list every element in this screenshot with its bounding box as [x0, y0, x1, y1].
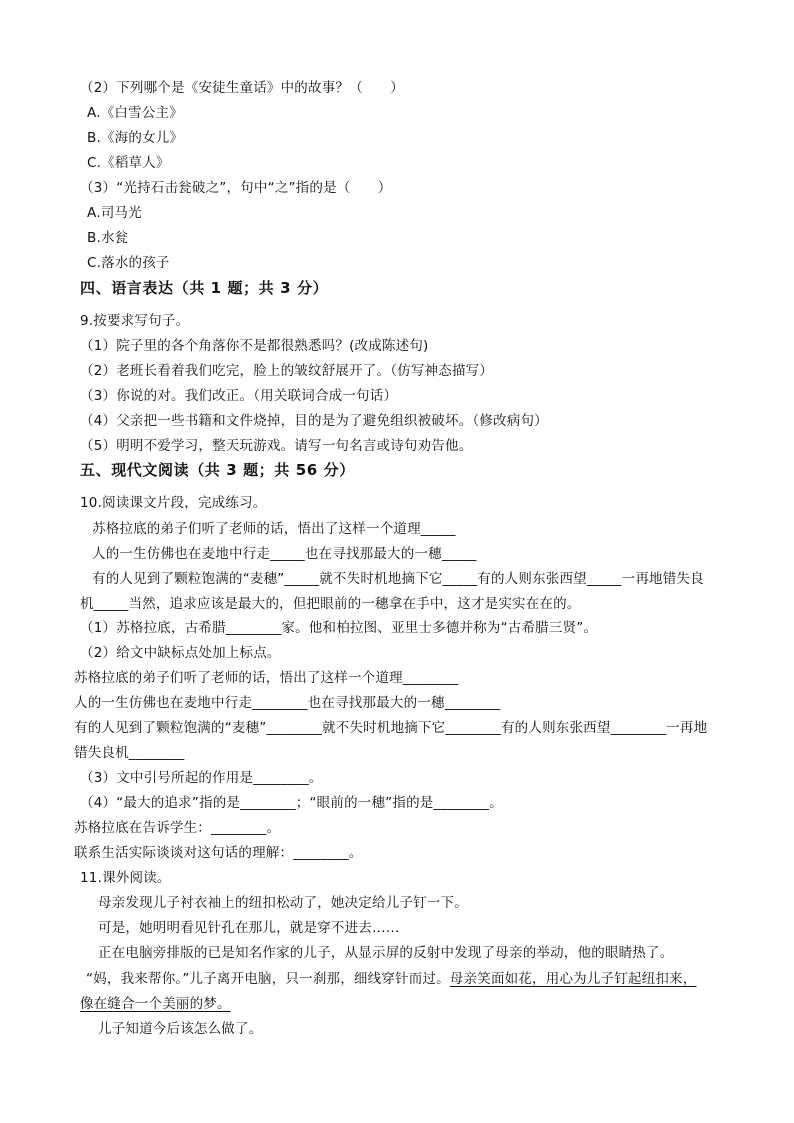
question-8-2-stem: （2）下列哪个是《安徒生童话》中的故事？（ ）: [80, 80, 404, 96]
q10-part-2: （2）给文中缺标点处加上标点。: [80, 645, 281, 661]
q9-item-1: （1）院子里的各个角落你不是都很熟悉吗？(改成陈述句): [80, 338, 429, 354]
q11-passage-line-2: 可是，她明明看见针孔在那儿，就是穿不进去……: [98, 920, 400, 936]
question-8-3-stem: （3）“光持石击瓮破之”，句中“之”指的是（ ）: [80, 180, 392, 196]
q10-part-4-follow-2: 联系生活实际谈谈对这句话的理解：________。: [74, 845, 363, 861]
q11-underlined-sentence-part-1: 母亲笑面如花，用心为儿子钉起纽扣来，: [449, 971, 697, 987]
q9-item-3: （3）你说的对。我们改正。（用关联词合成一句话）: [80, 388, 398, 404]
question-11-stem: 11.课外阅读。: [80, 870, 171, 886]
q10-part-4: （4）“最大的追求”指的是________；“眼前的一穗”指的是________。: [80, 795, 503, 811]
q11-passage-line-3: 正在电脑旁排版的已是知名作家的儿子，从显示屏的反射中发现了母亲的举动，他的眼睛热了。: [98, 945, 674, 961]
q11-line-4-plain: “妈，我来帮你。”儿子离开电脑，只一刹那，细线穿针而过。: [86, 971, 450, 987]
q11-passage-line-4: [86, 970, 696, 988]
q10-passage-line-4: 机_____当然，追求应该是最大的，但把眼前的一穗拿在手中，这才是实实在在的。: [80, 596, 581, 612]
q9-item-5: （5）明明不爱学习，整天玩游戏。请写一句名言或诗句劝告他。: [80, 438, 473, 454]
q10-part-1: （1）苏格拉底，古希腊________家。他和柏拉图、亚里士多德并称为“古希腊三贤”。: [80, 620, 598, 636]
question-9-stem: 9.按要求写句子。: [80, 313, 190, 329]
q10-part-3: （3）文中引号所起的作用是________。: [80, 770, 323, 786]
section-4-heading: 四、语言表达（共 1 题；共 3 分）: [80, 279, 329, 297]
q11-passage-line-1: 母亲发现儿子衬衣袖上的纽扣松动了，她决定给儿子钉一下。: [98, 895, 468, 911]
q8-2-option-c: C.《稻草人》: [87, 155, 170, 171]
q10-passage-line-2: 人的一生仿佛也在麦地中行走_____也在寻找那最大的一穗_____: [92, 546, 477, 562]
q10-punct-line-4: 错失良机________: [74, 745, 185, 761]
q8-2-option-a: A.《白雪公主》: [87, 105, 183, 121]
q8-3-option-a: A.司马光: [87, 205, 142, 221]
q9-item-2: （2）老班长看着我们吃完，脸上的皱纹舒展开了。（仿写神态描写）: [80, 363, 494, 379]
question-10-stem: 10.阅读课文片段，完成练习。: [80, 495, 267, 511]
q10-punct-line-3: 有的人见到了颗粒饱满的“麦穗”________就不失时机地摘下它________有的人则东张西望________一再地: [74, 720, 708, 736]
q9-item-4: （4）父亲把一些书籍和文件烧掉，目的是为了避免组织被破坏。（修改病句）: [80, 413, 548, 429]
q11-underlined-sentence-part-2: 像在缝合一个美丽的梦。: [80, 996, 231, 1012]
q8-3-option-c: C.落水的孩子: [87, 255, 170, 271]
q10-passage-line-1: 苏格拉底的弟子们听了老师的话，悟出了这样一个道理_____: [92, 521, 456, 537]
q8-2-option-b: B.《海的女儿》: [87, 130, 184, 146]
q11-passage-line-6: 儿子知道今后该怎么做了。: [98, 1021, 263, 1037]
section-5-heading: 五、现代文阅读（共 3 题；共 56 分）: [80, 461, 355, 479]
q8-3-option-b: B.水瓮: [87, 230, 129, 246]
q10-punct-line-1: 苏格拉底的弟子们听了老师的话，悟出了这样一个道理________: [74, 670, 459, 686]
q11-passage-line-5: [80, 995, 231, 1013]
q10-punct-line-2: 人的一生仿佛也在麦地中行走________也在寻找那最大的一穗________: [74, 695, 501, 711]
q10-part-4-follow-1: 苏格拉底在告诉学生：________。: [74, 820, 281, 836]
q10-passage-line-3: 有的人见到了颗粒饱满的“麦穗”_____就不失时机地摘下它_____有的人则东张西望_____一再地错失良: [92, 571, 704, 587]
